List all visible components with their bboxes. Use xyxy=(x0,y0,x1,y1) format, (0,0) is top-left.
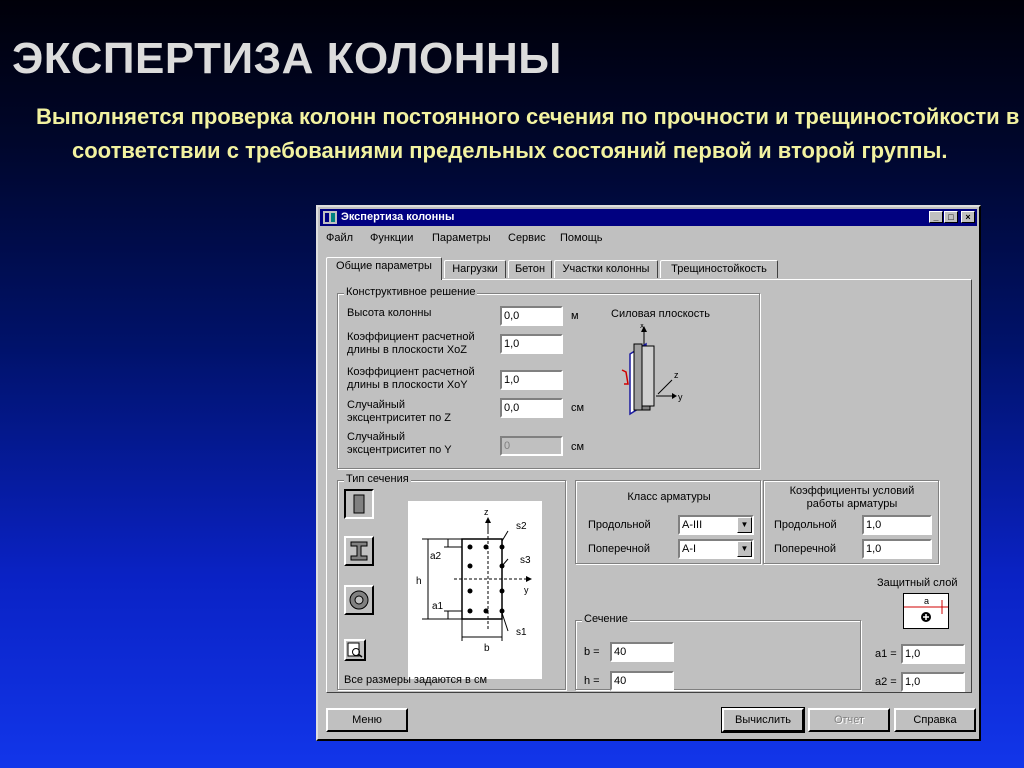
ecc-y-unit: см xyxy=(571,441,585,453)
work-coef-trans-label: Поперечной xyxy=(774,543,837,555)
window-title: Экспертиза колонны xyxy=(341,211,455,223)
rebar-trans-select[interactable] xyxy=(678,539,754,559)
label-z: z xyxy=(484,507,489,517)
cover-a-label: a xyxy=(924,596,930,606)
rebar-long-label: Продольной xyxy=(588,519,651,531)
ecc-z-label-2: эксцентриситет по Z xyxy=(347,412,451,424)
cross-section-group xyxy=(575,613,861,690)
section-drawing xyxy=(408,501,542,679)
axis-x-label: x xyxy=(640,324,644,330)
cover-title: Защитный слой xyxy=(877,577,958,589)
app-icon xyxy=(323,211,337,224)
ecc-y-label-1: Случайный xyxy=(347,431,405,443)
height-unit: м xyxy=(571,310,579,322)
dimensions-note: Все размеры задаются в см xyxy=(344,674,488,686)
a1-label: a1 = xyxy=(875,648,897,660)
height-label: Высота колонны xyxy=(347,307,432,319)
coef-xoz-input[interactable]: 1,0 xyxy=(500,334,563,354)
i-beam-section-button[interactable] xyxy=(344,536,374,566)
i-beam-icon xyxy=(348,540,370,562)
label-s1: s1 xyxy=(516,627,527,638)
b-input[interactable]: 40 xyxy=(610,642,674,662)
report-button[interactable]: Отчет xyxy=(808,708,890,732)
minimize-button[interactable]: _ xyxy=(929,211,943,223)
coef-xoz-label-1: Коэффициент расчетной xyxy=(347,331,475,343)
work-coef-title-1: Коэффициенты условий xyxy=(789,485,915,497)
close-button[interactable]: × xyxy=(961,211,975,223)
slide-description: Выполняется проверка колонн постоянного сечения по прочности и трещиностойкости в соответствии с требованиями предельных состояний первой и второй группы. xyxy=(36,104,1020,163)
design-solution-group xyxy=(337,286,760,469)
menu-service[interactable]: Сервис xyxy=(508,232,546,244)
tab-column-sections[interactable]: Участки колонны xyxy=(554,260,658,278)
label-s2: s2 xyxy=(516,521,527,532)
preview-button[interactable] xyxy=(344,639,366,661)
a2-label: a2 = xyxy=(875,676,897,688)
rebar-trans-label: Поперечной xyxy=(588,543,651,555)
menu-bar xyxy=(322,229,975,247)
label-a1: a1 xyxy=(432,601,444,612)
ecc-z-label-1: Случайный xyxy=(347,399,405,411)
rebar-class-group xyxy=(575,480,761,564)
coef-xoy-label-1: Коэффициент расчетной xyxy=(347,366,475,378)
axis-y-label: y xyxy=(678,392,683,402)
tab-panel xyxy=(326,279,972,693)
ecc-y-label-2: эксцентриситет по Y xyxy=(347,444,452,456)
cross-section-title: Сечение xyxy=(584,613,628,625)
h-input[interactable]: 40 xyxy=(610,671,674,691)
tab-concrete[interactable]: Бетон xyxy=(508,260,552,278)
section-type-title: Тип сечения xyxy=(346,473,409,485)
a1-input[interactable]: 1,0 xyxy=(901,644,965,664)
ecc-z-input[interactable]: 0,0 xyxy=(500,398,563,418)
design-group-title: Конструктивное решение xyxy=(346,286,476,298)
menu-functions[interactable]: Функции xyxy=(370,232,414,244)
axis-z-label: z xyxy=(674,370,679,380)
title-bar[interactable] xyxy=(320,209,977,226)
rebar-long-value: A-III xyxy=(682,519,703,531)
ring-icon xyxy=(348,589,370,611)
menu-file[interactable]: Файл xyxy=(326,232,354,244)
label-s3: s3 xyxy=(520,555,531,566)
rectangle-icon xyxy=(348,493,370,515)
menu-help[interactable]: Помощь xyxy=(560,232,603,244)
rebar-trans-value: A-I xyxy=(682,543,697,555)
a2-input[interactable]: 1,0 xyxy=(901,672,965,692)
calculate-button[interactable]: Вычислить xyxy=(722,708,804,732)
tab-loads[interactable]: Нагрузки xyxy=(444,260,506,278)
label-y: y xyxy=(524,585,529,595)
rebar-class-title: Класс арматуры xyxy=(627,491,711,503)
force-plane-diagram xyxy=(600,324,690,424)
ring-section-button[interactable] xyxy=(344,585,374,615)
ecc-z-unit: см xyxy=(571,402,585,414)
tab-general-params[interactable]: Общие параметры xyxy=(326,257,442,280)
label-b: b xyxy=(484,643,490,654)
b-label: b = xyxy=(584,646,600,658)
rebar-long-select[interactable] xyxy=(678,515,754,535)
ecc-y-input[interactable]: 0 xyxy=(500,436,563,456)
force-plane-label: Силовая плоскость xyxy=(611,308,711,320)
coef-xoz-label-2: длины в плоскости XoZ xyxy=(347,344,468,356)
slide-title: ЭКСПЕРТИЗА КОЛОННЫ xyxy=(12,34,562,83)
menu-parameters[interactable]: Параметры xyxy=(432,232,491,244)
h-label: h = xyxy=(584,675,600,687)
work-coef-trans-input[interactable]: 1,0 xyxy=(862,539,932,559)
height-input[interactable]: 0,0 xyxy=(500,306,563,326)
magnifier-icon xyxy=(347,642,363,658)
work-coef-long-label: Продольной xyxy=(774,519,837,531)
cover-diagram xyxy=(903,593,949,629)
tab-crack-resistance[interactable]: Трещиностойкость xyxy=(660,260,778,278)
label-a2: a2 xyxy=(430,551,442,562)
maximize-button[interactable]: □ xyxy=(944,211,958,223)
coef-xoy-input[interactable]: 1,0 xyxy=(500,370,563,390)
dropdown-arrow-icon[interactable]: ▼ xyxy=(737,517,752,533)
rect-section-button[interactable] xyxy=(344,489,374,519)
work-coef-title-2: работы арматуры xyxy=(806,498,898,510)
menu-button[interactable]: Меню xyxy=(326,708,408,732)
app-window xyxy=(316,205,981,741)
label-h: h xyxy=(416,576,422,587)
help-button[interactable]: Справка xyxy=(894,708,976,732)
work-coef-group xyxy=(763,480,939,564)
work-coef-long-input[interactable]: 1,0 xyxy=(862,515,932,535)
section-type-group xyxy=(337,473,566,690)
dropdown-arrow-icon[interactable]: ▼ xyxy=(737,541,752,557)
coef-xoy-label-2: длины в плоскости XoY xyxy=(347,379,468,391)
